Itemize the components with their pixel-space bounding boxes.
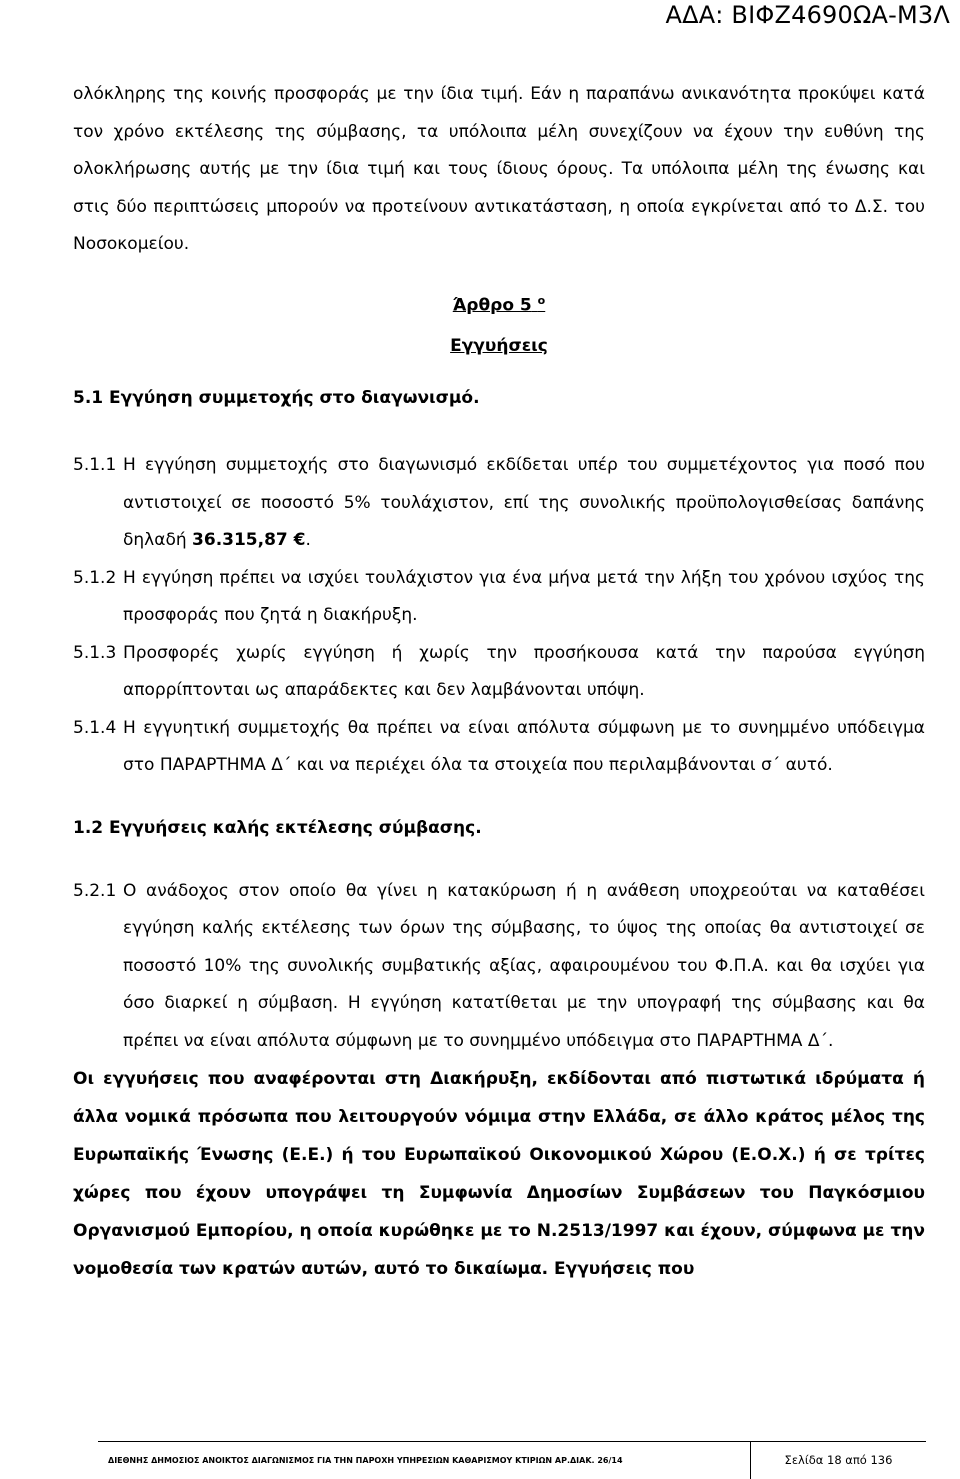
page-footer bbox=[98, 1441, 926, 1479]
section-heading-5-1: 5.1 Εγγύηση συμμετοχής στο διαγωνισμό. bbox=[73, 388, 480, 409]
clause-number: 5.1.1 bbox=[73, 455, 117, 476]
clause-number: 5.1.2 bbox=[73, 567, 117, 588]
article-title: Άρθρο 5 $^o$ bbox=[452, 293, 546, 316]
footer-tender-title: ΔΙΕΘΝΗΣ ΔΗΜΟΣΙΟΣ ΑΝΟΙΚΤΟΣ ΔΙΑΓΩΝΙΣΜΟΣ ΓΙΑ ΤΗΝ ΠΑΡΟΧΗ ΥΠΗΡΕΣΙΩΝ ΚΑΘΑΡΙΣΜΟΥ ΚΤΙΡΙΩΝ ΑΡ.ΔΙΑΚ. 26/14 bbox=[98, 1442, 751, 1479]
clause-number: 5.2.1 bbox=[73, 880, 117, 901]
guarantee-amount: 36.315,87 € bbox=[192, 530, 306, 551]
clause-5-1-4 bbox=[73, 710, 925, 785]
clause-text: Προσφορές χωρίς εγγύηση ή χωρίς την προσήκουσα κατά την παρούσα εγγύηση απορρίπτονται ως απαράδεκτες και δεν λαμβάνονται υπόψη. bbox=[123, 642, 925, 701]
guarantees-issuers-paragraph: Οι εγγυήσεις που αναφέρονται στη Διακήρυξη, εκδίδονται από πιστωτικά ιδρύματα ή άλλα νομικά πρόσωπα που λειτουργούν νόμιμα στην Ελλάδα, σε άλλο κράτος μέλος της Ευρωπαϊκής Ένωσης (Ε.Ε.) ή του Ευρωπαϊκού Οικονομικού Χώρου (Ε.Ο.Χ.) ή σε τρίτες χώρες που έχουν υπογράψει τη Συμφωνία Δημοσίων Συμβάσεων του Παγκόσμιου Οργανισμού Εμπορίου, η οποία κυρώθηκε με το Ν.2513/1997 και έχουν, σύμφωνα με την νομοθεσία των κρατών αυτών, αυτό το δικαίωμα. Εγγυήσεις που bbox=[73, 1069, 925, 1280]
clause-text: Η εγγύηση πρέπει να ισχύει τουλάχιστον για ένα μήνα μετά την λήξη του χρόνου ισχύος της προσφοράς που ζητά η διακήρυξη. bbox=[123, 567, 925, 626]
clause-text: Ο ανάδοχος στον οποίο θα γίνει η κατακύρωση ή η ανάθεση υποχρεούται να καταθέσει εγγύηση καλής εκτέλεσης των όρων της σύμβασης, το ύψος της οποίας θα αντιστοιχεί σε ποσοστό 10% της συνολικής συμβατικής αξίας, αφαιρουμένου του Φ.Π.Α. και θα ισχύει για όσο διαρκεί η σύμβαση. Η εγγύηση κατατίθεται με την υπογραφή της σύμβασης και θα πρέπει να είναι απόλυτα σύμφωνη με το συνημμένο υπόδειγμα στο ΠΑΡΑΡΤΗΜΑ Δ΄. bbox=[123, 880, 925, 1051]
clause-number: 5.1.4 bbox=[73, 717, 117, 738]
footer-page-number: Σελίδα 18 από 136 bbox=[784, 1453, 893, 1467]
clause-5-1-3 bbox=[73, 635, 925, 710]
document-body bbox=[73, 76, 925, 1288]
clause-5-2-1 bbox=[73, 873, 925, 1061]
ada-code: ΑΔΑ: ΒΙΦΖ4690ΩΑ-Μ3Λ bbox=[665, 1, 950, 29]
section-heading-1-2: 1.2 Εγγυήσεις καλής εκτέλεσης σύμβασης. bbox=[73, 817, 482, 838]
clause-5-1-1 bbox=[73, 447, 925, 560]
clause-text: Η εγγυητική συμμετοχής θα πρέπει να είναι απόλυτα σύμφωνη με το συνημμένο υπόδειγμα στο ΠΑΡΑΡΤΗΜΑ Δ΄ και να περιέχει όλα τα στοιχεία που περιλαμβάνονται σ΄ αυτό. bbox=[123, 717, 925, 776]
intro-paragraph: ολόκληρης της κοινής προσφοράς με την ίδια τιμή. Εάν η παραπάνω ανικανότητα προκύψει κατά τον χρόνο εκτέλεσης της σύμβασης, τα υπόλοιπα μέλη συνεχίζουν να έχουν την ευθύνη της ολοκλήρωσης αυτής με την ίδια τιμή και τους ίδιους όρους. Τα υπόλοιπα μέλη της ένωσης και στις δύο περιπτώσεις μπορούν να προτείνουν αντικατάσταση, η οποία εγκρίνεται από το Δ.Σ. του Νοσοκομείου. bbox=[73, 84, 925, 254]
clause-5-1-2 bbox=[73, 560, 925, 635]
clause-number: 5.1.3 bbox=[73, 642, 117, 663]
article-subtitle: Εγγυήσεις bbox=[450, 336, 548, 357]
clause-text: Η εγγύηση συμμετοχής στο διαγωνισμό εκδίδεται υπέρ του συμμετέχοντος για ποσό που αντιστοιχεί σε ποσοστό 5% τουλάχιστον, επί της συνολικής προϋπολογισθείσας δαπάνης δηλαδή 36.315,87 €. bbox=[123, 455, 925, 551]
